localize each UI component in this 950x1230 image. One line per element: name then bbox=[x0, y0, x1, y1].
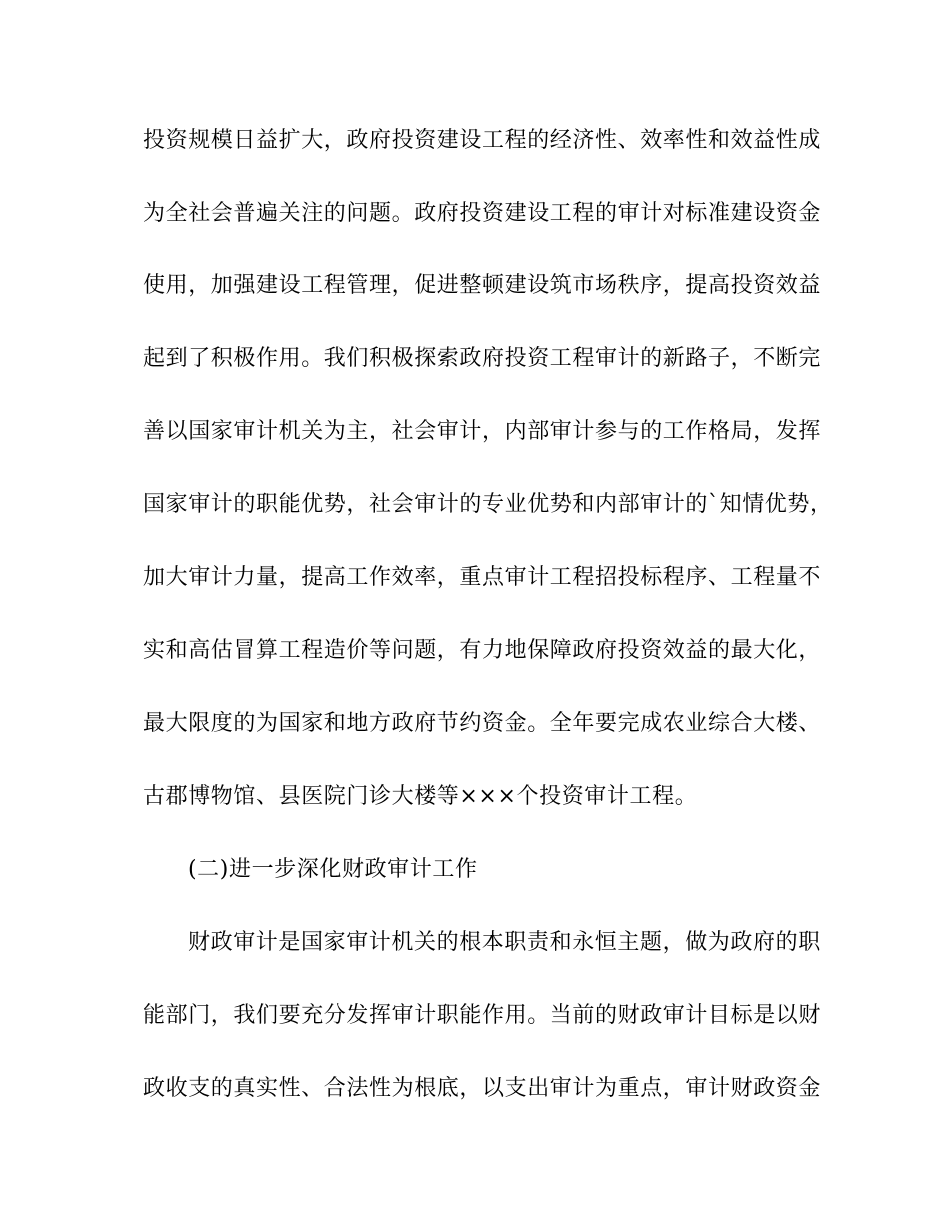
text-line: 最大限度的为国家和地方政府节约资金。全年要完成农业综合大楼、 bbox=[143, 711, 822, 736]
text-line: 国家审计的职能优势，社会审计的专业优势和内部审计的`知情优势， bbox=[143, 492, 833, 517]
text-line: 实和高估冒算工程造价等问题，有力地保障政府投资效益的最大化， bbox=[143, 638, 822, 663]
text-line: 政收支的真实性、合法性为根底，以支出审计为重点，审计财政资金 bbox=[143, 1076, 822, 1101]
text-line: 财政审计是国家审计机关的根本职责和永恒主题，做为政府的职 bbox=[188, 930, 821, 955]
text-line: 为全社会普遍关注的问题。政府投资建设工程的审计对标准建设资金 bbox=[143, 201, 822, 226]
text-line: 善以国家审计机关为主，社会审计，内部审计参与的工作格局，发挥 bbox=[143, 419, 822, 444]
section-heading: (二)进一步深化财政审计工作 bbox=[188, 857, 478, 882]
text-line: 能部门，我们要充分发挥审计职能作用。当前的财政审计目标是以财 bbox=[143, 1003, 822, 1028]
text-line: 加大审计力量，提高工作效率，重点审计工程招投标程序、工程量不 bbox=[143, 565, 822, 590]
text-line: 投资规模日益扩大，政府投资建设工程的经济性、效率性和效益性成 bbox=[143, 128, 822, 153]
text-line: 使用，加强建设工程管理，促进整顿建设筑市场秩序，提高投资效益 bbox=[143, 273, 822, 298]
text-line: 起到了积极作用。我们积极探索政府投资工程审计的新路子，不断完 bbox=[143, 346, 822, 371]
text-line: 古郡博物馆、县医院门诊大楼等×××个投资审计工程。 bbox=[143, 784, 698, 809]
